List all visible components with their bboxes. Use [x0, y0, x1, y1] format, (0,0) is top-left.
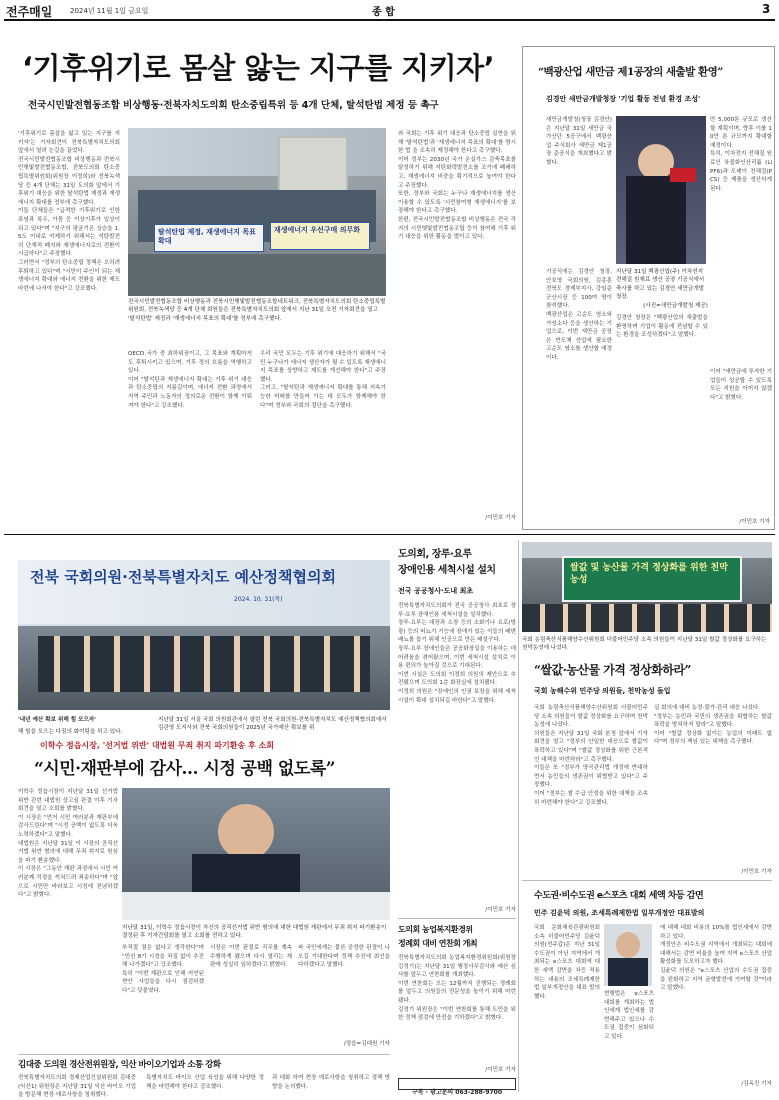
a4-body [398, 602, 516, 902]
a3-caption-headline: '내년 예산 확보 위해 힘 모으자' [18, 717, 97, 723]
a7-paragraph: 현행법은 e스포츠 대회를 개최하는 법인에게 법인세를 감면해주고 있으나 수도권 집중이 심화되고 있다. [604, 991, 654, 1040]
a7-paragraph: 에 대해 대회 비용의 10%를 법인세에서 감면하고 있다. [660, 925, 772, 940]
a4-paragraph: 이정희 의원은 "장애인의 인권 보장을 위해 세척시설이 확대 설치되길 바란다"고 말했다. [398, 688, 516, 704]
a9-paragraph: 과 대화 하여 현장 애로사항을 청취하고 정책 방향을 논의했다. [272, 1075, 390, 1090]
a2-caption-text: 지난달 31일 백광산업(주) 이차전지 전해질 원재료 생산 공장 기공식에서 축사를 하고 있는 김경안 새만금개발청장. [616, 269, 705, 301]
a7-headline: 수도권·비수도권 e스포츠 대회 세액 차등 감면 [534, 891, 704, 901]
newspaper-logo: 전주매일 [6, 5, 53, 19]
a1-photo-rally [128, 128, 386, 296]
a1-paragraph: 와 국회는 기후 위기 대응과 탄소중립 실현을 위해 '탈석탄법'과 '재생에너지 목표의 확대'를 명시한 법 을 조속히 제정해야 한다고 촉구했다. [398, 131, 516, 155]
a5-paragraph: 이번 연찬회는 오는 12월까지 진행되는 정례회를 앞두고 의원들의 전문성을 높이기 위해 마련됐다. [398, 980, 516, 1004]
a1-column-1 [18, 130, 120, 528]
a1-paragraph: 또한, 정부와 국회는 누구나 재생에너지를 생산 이용할 수 있도록 '시민참여형 재생에너지'를 보장해야 한다고 촉구했다. [398, 191, 516, 215]
a3-backdrop-title: 전북 국회의원·전북특별자치도 예산정책협의회 [30, 568, 336, 586]
a5-body [398, 954, 516, 1066]
a6-protest-banner: 쌀값 및 농산물 가격 정상화를 위한 천막농성 [562, 556, 742, 602]
a2-paragraph: 이어 "새만금에 투자한 기업들이 성공할 수 있도록 모든 지원을 아끼지 않겠다"고 밝혔다. [710, 369, 772, 401]
a2-column-4 [616, 314, 708, 514]
a9-column-3 [272, 1074, 390, 1094]
a4-headline-2: 장애인용 세척시설 설치 [398, 565, 496, 576]
a2-subheadline: 김경안 새만금개발청장 '기업 활동 전념 환경 조성' [546, 95, 701, 103]
a8-paragraph: 시장은 이번 판결로 직무를 계속 수행하게 됐으며 다시 열리는 재판에 성실히 임하겠다고 밝혔다. [210, 945, 292, 969]
a2-paragraph: 만 5,000톤 규모로 생산할 계획이며, 향후 이를 10만 톤 규모까지 확대할 예정이다. [710, 117, 772, 149]
a2-column-3 [546, 268, 612, 516]
a4-headline: 도의회, 장루·요루 [398, 549, 472, 560]
a7-column-3 [660, 924, 772, 1080]
a6-paragraph: 이들은 또 "정부가 양곡관리법 개정에 반대하면서 농민들의 생존권이 위협받고 있다"고 주장했다. [534, 765, 648, 789]
a6-column-1 [534, 704, 648, 868]
a9-column-2 [146, 1074, 264, 1094]
a8-photo-press [122, 788, 390, 920]
a6-paragraph: 이어 "쌀값 정상화 없이는 농업의 미래도 없다"며 정부의 책임 있는 대책을 촉구했다. [654, 730, 772, 746]
a1-paragraph: 전국시민발전협동조합 비상행동과 전북시민햇빛발전협동조합, 전북도의회 탄소중립특별위원회(위원장 이정희)와 전북녹색당 등 4개 단체는 31일 도의회 앞에서 기후위기 대응을 위한 탈석탄법 제정과 재생에너지 확대를 정부에 촉구했다. [18, 156, 120, 206]
a1-column-4 [398, 130, 516, 510]
a8-column-1 [18, 788, 118, 1050]
a4-paragraph: 장루·요루 장애인들은 공공화장실을 이용하는 데 어려움을 겪어왔으며, 이번 세척시설 설치로 이용 편의가 높아질 것으로 기대된다. [398, 645, 516, 670]
a8-column-4 [298, 944, 390, 1038]
a1-paragraph: '기후위기로 몸살을 앓고 있는 지구를 지키자'는 기자회견이 전북특별자치도의회 앞에서 열려 눈길을 끌었다. [18, 131, 120, 155]
a6-paragraph: 이어 "정부는 쌀 수급 안정을 위한 대책을 조속히 마련해야 한다"고 강조했다. [534, 790, 648, 806]
a1-subheadline: 전국시민발전협동조합 비상행동·전북자치도의회 탄소중립특위 등 4개 단체, 탈석탄법 제정 등 촉구 [28, 100, 439, 111]
a3-caption-body: 지난달 31일 서울 국회 의원회관에서 열린 전북 국회의원-전북특별자치도 예산정책협의회에서 김관영 도지사와 전북 국회의원들이 2025년 국가예산 확보를 위 [158, 717, 387, 732]
a5-byline: /이민호 기자 [485, 1067, 516, 1073]
a6-paragraph: "정부는 농민과 국민의 생존권을 위협하는 쌀값 폭락을 방치하지 말라"고 말했다. [654, 713, 772, 729]
a3-photo-meeting [18, 560, 390, 710]
a7-byline: /김옥진 기자 [741, 1081, 772, 1087]
issue-date: 2024년 11월 1일 금요일 [70, 7, 149, 15]
a1-banner-right: 재생에너지 우선구매 의무화 [270, 222, 370, 250]
a7-paragraph: 김윤덕 의원은 "e스포츠 산업의 수도권 집중을 완화하고 지역 균형발전에 기여할 것"이라고 말했다. [660, 967, 772, 992]
a3-backdrop [18, 560, 390, 624]
a4-byline: /이민호 기자 [485, 907, 516, 913]
vertical-divider [518, 540, 519, 1092]
a7-paragraph: 국회 문화체육관광위원회 소속 더불어민주당 김윤덕 의원(전주갑)은 지난 31일 수도권이 아닌 지역에서 개최되는 e스포츠 대회에 대한 세액 감면을 차등 적용하는 내용의 조세특례제한법 일부개정안을 대표 발의했다. [534, 925, 600, 1000]
a8-paragraph: 대법원은 지난달 31일 이 시장의 공직선거법 위반 혐의에 대해 무죄 취지로 원심을 파기 환송했다. [18, 840, 118, 864]
a7-photo-portrait [604, 924, 652, 986]
a8-headline: “시민·재판부에 감사… 시정 공백 없도록” [34, 759, 335, 779]
a9-paragraph: 특별자치도 바이오 산업 육성을 위해 다양한 정책을 마련해야 한다고 강조했다. [146, 1075, 264, 1090]
a5-paragraph: 전북특별자치도의회 농업복지환경위원회(위원장 김정기)는 지난달 31일 행정사무감사와 예산 심사를 앞두고 연찬회를 개최했다. [398, 955, 516, 979]
a2-paragraph: 기공식에는 김경안 청장, 안호영 국회의원, 김종훈 전북도 경제부지사, 강임준 군산시장 등 100여 명이 참석했다. [546, 269, 612, 310]
a1-paragraph: 한편, 전국시민발전협동조합 비상행동은 전국 각지의 시민햇빛발전협동조합 등이 참여해 기후 위기 대응을 위한 활동을 벌이고 있다. [398, 216, 516, 241]
a4-a5-divider [398, 918, 516, 919]
a8-paragraph: 이 시장은 "그동안 재판 과정에서 시민 여러분께 걱정을 끼쳐드려 죄송하다"며 "앞으로 시민만 바라보고 시정에 전념하겠다"고 밝혔다. [18, 866, 118, 899]
a6-byline: /이민호 기자 [741, 869, 772, 875]
a1-paragraph: 이어 "탈석탄과 재생에너지 확대는 기후 위기 대응과 탄소중립의 지름길이며, 에너지 전환 과정에서 지역 주민과 노동자의 정의로운 전환이 함께 이뤄져야 한다"고 강조했다. [128, 376, 252, 409]
a1-paragraph: 그러면서 "정부의 탄소중립 정책은 오히려 후퇴하고 있다"며 "시민이 주인이 되는 재생에너지 확대와 에너지 전환을 위한 제도 마련에 나서야 한다"고 강조했다. [18, 259, 120, 292]
a2-column-5 [710, 368, 772, 516]
a8-paragraph: 이학수 정읍시장이 지난달 31일 선거법 위반 관련 대법원 상고심 판결 이후 기자회견을 열고 소회를 밝혔다. [18, 789, 118, 813]
a7-column-2 [604, 990, 654, 1090]
a8-paragraph: 이 시장은 "먼저 시민 여러분과 재판부에 감사드린다"며 "시정 공백이 없도록 더욱 노력하겠다"고 말했다. [18, 814, 118, 838]
a4-paragraph: 이번 시설은 도의회 이정희 의원의 제안으로 추진됐으며 도의회 1층 화장실에 설치됐다. [398, 671, 516, 687]
a2-column-2 [710, 116, 772, 364]
a8-paragraph: 부적절 점은 없다고 생각한다"며 "민선 8기 시정을 차질 없이 추진해 나가겠다"고 강조했다. [122, 945, 204, 969]
a4-paragraph: 전북특별자치도의회가 전국 공공청사 최초로 장루·요루 장애인용 세척시설을 설치했다. [398, 603, 516, 618]
divider-upper [4, 534, 775, 535]
a9-paragraph: 전북특별자치도의회 경제산업건설위원회 김대중(익산1) 위원장은 지난달 31일 익산 바이오 기업을 방문해 현장 애로사항을 청취했다. [18, 1075, 136, 1099]
a3-backdrop-date: 2024. 10. 31(목) [234, 596, 283, 603]
a6-paragraph: 국회 농림축산식품해양수산위원회 더불어민주당 소속 의원들이 쌀값 정상화를 요구하며 천막농성에 나섰다. [534, 705, 648, 729]
a2-paragraph: 새만금개발청(청장 김경안)은 지난달 31일 새만금 국가산단 5공구에서 백광산업 주식회사 새만금 제1공장 준공식을 개최했다고 밝혔다. [546, 117, 612, 166]
a8-headline-kicker: 이학수 정읍시장, '선거법 위반' 대법원 무죄 취지 파기환송 후 소회 [40, 741, 274, 750]
masthead [0, 0, 779, 20]
a9-headline: 김대중 도의원 경산전위원장, 익산 바이오기업과 소통 강화 [18, 1060, 221, 1070]
a1-paragraph: 이들 단체들은 "급격한 기후위기로 인한 폭염과 폭우, 가뭄 등 이상기후가 일상이 되고 있다"며 "지구의 평균기온 상승을 1.5도 이내로 억제하기 위해서는 석탄발전의 단계적 폐지와 재생에너지로의 전환이 시급하다"고 주장했다. [18, 208, 120, 258]
a6-paragraph: 실 회의에 대비 농정·물가·관리 대응 나섰다. [654, 705, 761, 711]
a2-headline: “백광산업 새만금 제1공장의 새출발 환영” [538, 66, 723, 78]
a9-column-1 [18, 1074, 136, 1099]
page-number: 3 [762, 2, 771, 16]
a6-a7-divider [522, 880, 772, 881]
a3-caption-tail: 해 힘을 모으는 다짐의 화이팅을 하고 있다. [18, 729, 123, 735]
a2-column-1 [546, 116, 612, 266]
a1-banner-left: 탈석탄법 제정, 재생에너지 목표 확대 [154, 224, 264, 252]
a2-paragraph: 김경안 청장은 "백광산업의 새출발을 환영하며 기업이 활동에 전념할 수 있는 환경을 조성하겠다"고 말했다. [616, 315, 708, 339]
a6-subheadline: 국회 농해수위 민주당 의원들, 천막농성 돌입 [534, 687, 671, 695]
a8-byline: /정읍=김대원 기자 [343, 1041, 390, 1047]
a1-photo-caption: 전국시민발전협동조합 비상행동과 전북시민햇빛발전협동조합네트워크, 전북특별자치도의회 탄소중립특별위원회, 전북녹색당 등 4개 단체 회원들은 전북특별자치도의회 앞에서 지난 31일 오전 기자회견을 열고 '탈석탄법' 제정과 '재생에너지 목표의 확대'를 정부에 촉구했다. [128, 299, 386, 322]
a7-subheadline: 민주 김윤덕 의원, 조세특례제한법 일부개정안 대표발의 [534, 909, 705, 917]
a5-headline-2: 정례회 대비 연찬회 개최 [398, 939, 478, 948]
a5-headline: 도의회 농업복지환경위 [398, 925, 473, 934]
a6-photo-caption: 국회 농림축산식품해양수산위원회 더불어민주당 소속 의원들이 지난달 31일 쌀값 정상화를 요구하는 천막농성에 나섰다. [522, 637, 767, 652]
a8-a9-divider [18, 1054, 390, 1055]
a8-paragraph: 특히 "이번 재판으로 인해 지연된 현안 사업들을 다시 점검하겠다"고 덧붙였다. [122, 970, 204, 994]
a6-paragraph: 의원들은 지난달 31일 국회 본청 앞에서 기자회견을 열고 "정부의 안일한 대응으로 쌀값이 폭락하고 있다"며 "쌀값 정상화를 위한 근본적인 대책을 마련하라"고 촉구했다. [534, 730, 648, 763]
a2-paragraph: 백광산업은 고순도 염소와 가성소다 등을 생산하는 기업으로, 이번 새만금 공장은 반도체 산업에 필요한 고순도 염소를 생산할 예정이다. [546, 311, 612, 361]
a2-byline: /이민호 기자 [739, 519, 770, 525]
a1-paragraph: 우리 국민 모두는 기후 위기에 대응하기 위해서 "국민 누구나가 에너지 생산자가 될 수 있도록 재생에너지 목표를 상향하고 제도를 개선해야 한다"고 주장했다. [260, 351, 386, 383]
a2-photo-caption [616, 268, 708, 310]
a2-caption-credit: (사진=새만금개발청 제공) [643, 302, 708, 309]
section-name: 종 합 [372, 7, 395, 18]
masthead-rule [4, 19, 775, 21]
a6-photo-protest [522, 542, 772, 632]
a8-paragraph: 파 국민에게는 물론 공정한 판결이 나오길 기대한다며 정책 추진에 최선을 다하겠다고 말했다. [298, 945, 390, 969]
a7-column-1 [534, 924, 600, 1090]
a1-paragraph: OECD 국가 중 최하위권이고, 그 목표와 계획마저도 후퇴시키고 있으며, 기후 정의 흐름을 역행하고 있다. [128, 351, 252, 375]
a1-column-3 [260, 350, 386, 528]
a2-paragraph: 특히, 이차전지 전해질 원료인 육불화인산리튬 (LiPF6)과 도레이 전해질(PCS) 등 제품을 생산하게 된다. [710, 151, 772, 192]
a1-headline: ‘기후위기로 몸살 앓는 지구를 지키자’ [22, 51, 495, 85]
a6-headline: “쌀값·농산물 가격 정상화하라” [534, 663, 691, 677]
a1-paragraph: 그러고, "탈석탄과 재생에너지 확대를 통해 지속가능한 미래를 만들어 가는 데 모두가 함께해야 한다"며 정부와 국회의 결단을 촉구했다. [260, 385, 386, 409]
a8-column-3 [210, 944, 292, 1050]
a8-column-2 [122, 944, 204, 1050]
a8-photo-caption: 지난달 31일, 이학수 정읍시장이 자신의 공직선거법 위반 혐의에 대한 대법원 재판에서 무죄 취지 파기환송이 결정된 후 기자간담회를 열고 소회를 전하고 있다. [122, 925, 387, 940]
a1-paragraph: 이어 정부는 2030년 국가 온실가스 감축목표를 달성하기 위해 석탄화력발전소를 조기에 폐쇄하고, 재생에너지 비중을 획기적으로 높여야 한다고 주장했다. [398, 156, 516, 189]
a1-column-2 [128, 350, 252, 528]
a2-photo-ceremony [616, 116, 706, 264]
a5-paragraph: 김정기 위원장은 "이번 연찬회를 통해 도민을 위한 정책 점검에 만전을 기하겠다"고 밝혔다. [398, 1006, 516, 1022]
a7-paragraph: 개정안은 비수도권 지역에서 개최되는 대회에 대해서는 감면 비율을 높여 지역 e스포츠 산업 활성화를 도모하고자 했다. [660, 942, 772, 966]
a6-column-2 [654, 704, 772, 868]
subscription-text: 구독 · 광고문의 063-288-9700 [411, 1089, 503, 1096]
a4-subheadline: 전국 공공청사·도내 최초 [398, 587, 474, 595]
a4-paragraph: 장루·요루는 대장과 소장 등의 소화기나 요로(방광) 등의 비뇨기 기능에 장애가 있는 이들의 배변 배뇨를 돕기 위해 인공으로 만든 배설구다. [398, 620, 516, 644]
subscription-bar [398, 1078, 516, 1096]
a1-byline: /이민호 기자 [485, 515, 516, 521]
